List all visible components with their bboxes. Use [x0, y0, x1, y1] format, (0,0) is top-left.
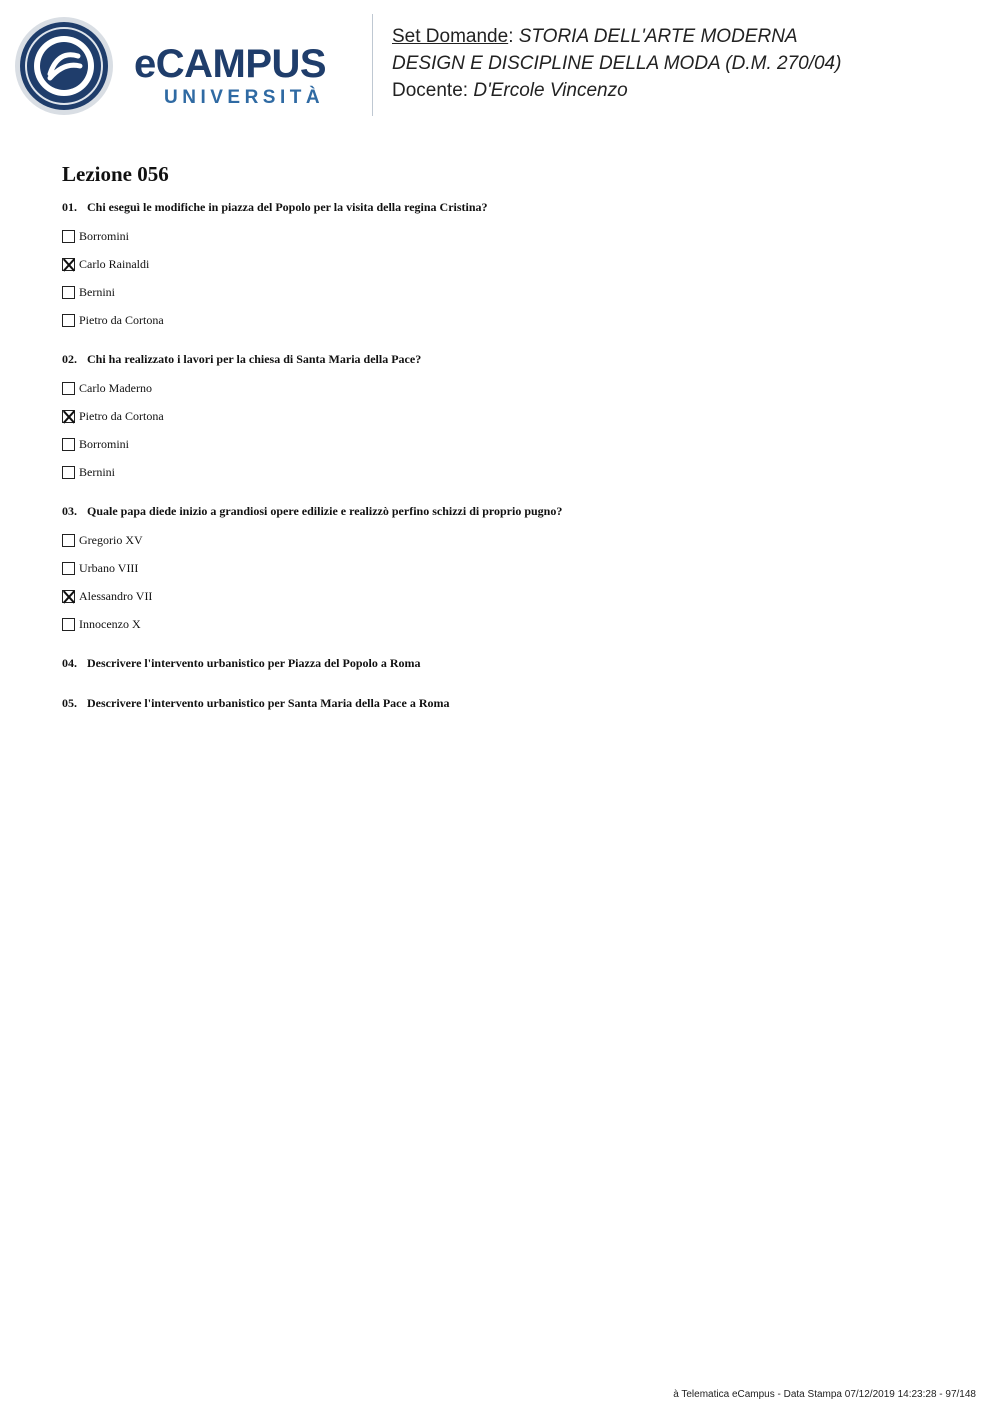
- teacher-name: D'Ercole Vincenzo: [473, 80, 628, 101]
- answer-label: Borromini: [79, 436, 129, 451]
- answer-option[interactable]: [62, 582, 962, 610]
- universita-wordmark: UNIVERSITÀ: [164, 87, 325, 108]
- question-text: [62, 502, 962, 520]
- lesson-title: Lezione 056: [62, 162, 169, 186]
- checkbox-icon[interactable]: [62, 562, 75, 575]
- answer-option[interactable]: [62, 222, 962, 250]
- question-block: [62, 198, 962, 334]
- answer-label: Innocenzo X: [79, 616, 141, 631]
- print-footer: à Telematica eCampus - Data Stampa 07/12/2019 14:23:28 - 97/148: [673, 1389, 976, 1400]
- header-info: [392, 23, 841, 104]
- set-line: Set Domande: STORIA DELL'ARTE MODERNA: [392, 26, 798, 47]
- question-label: Descrivere l'intervento urbanistico per Piazza del Popolo a Roma: [87, 656, 421, 670]
- checkbox-icon[interactable]: [62, 618, 75, 631]
- answer-label: Carlo Maderno: [79, 380, 152, 395]
- question-list: [62, 198, 962, 734]
- checkbox-icon[interactable]: [62, 382, 75, 395]
- teacher-label: Docente: [392, 80, 463, 101]
- question-number: 04.: [62, 656, 77, 670]
- checkbox-icon[interactable]: [62, 230, 75, 243]
- checkbox-icon[interactable]: [62, 534, 75, 547]
- question-label: Chi ha realizzato i lavori per la chiesa di Santa Maria della Pace?: [87, 352, 422, 366]
- answer-option[interactable]: [62, 458, 962, 486]
- question-number: 02.: [62, 352, 77, 366]
- answer-label: Bernini: [79, 464, 115, 479]
- checkbox-icon[interactable]: [62, 438, 75, 451]
- question-text: [62, 694, 962, 712]
- question-number: 05.: [62, 696, 77, 710]
- checked-checkbox-icon[interactable]: [62, 410, 75, 423]
- answer-option[interactable]: [62, 250, 962, 278]
- answer-label: Urbano VIII: [79, 560, 139, 575]
- answer-option[interactable]: [62, 374, 962, 402]
- answer-label: Borromini: [79, 228, 129, 243]
- question-block: [62, 694, 962, 712]
- question-block: [62, 502, 962, 638]
- answer-label: Pietro da Cortona: [79, 408, 164, 423]
- answer-option[interactable]: [62, 526, 962, 554]
- answer-option[interactable]: [62, 278, 962, 306]
- question-number: 01.: [62, 200, 77, 214]
- answer-option[interactable]: [62, 402, 962, 430]
- course-subtitle: DESIGN E DISCIPLINE DELLA MODA (D.M. 270/04): [392, 53, 842, 74]
- header-divider: [372, 14, 373, 116]
- question-label: Quale papa diede inizio a grandiosi opere edilizie e realizzò perfino schizzi di proprio pugno?: [87, 504, 563, 518]
- answer-option[interactable]: [62, 554, 962, 582]
- answer-option[interactable]: [62, 610, 962, 638]
- ecampus-wordmark: eCAMPUS: [134, 42, 327, 86]
- question-block: [62, 350, 962, 486]
- question-text: [62, 350, 962, 368]
- ecampus-seal-logo: [14, 16, 114, 116]
- checkbox-icon[interactable]: [62, 314, 75, 327]
- teacher-line: Docente: D'Ercole Vincenzo: [392, 80, 628, 101]
- question-text: [62, 654, 962, 672]
- checkbox-icon[interactable]: [62, 466, 75, 479]
- question-label: Chi eseguì le modifiche in piazza del Popolo per la visita della regina Cristina?: [87, 200, 488, 214]
- answer-option[interactable]: [62, 430, 962, 458]
- question-text: [62, 198, 962, 216]
- course-title: STORIA DELL'ARTE MODERNA: [518, 26, 798, 47]
- question-label: Descrivere l'intervento urbanistico per Santa Maria della Pace a Roma: [87, 696, 450, 710]
- answer-label: Gregorio XV: [79, 532, 143, 547]
- question-block: [62, 654, 962, 672]
- answer-option[interactable]: [62, 306, 962, 334]
- answer-label: Alessandro VII: [79, 588, 153, 603]
- checked-checkbox-icon[interactable]: [62, 590, 75, 603]
- checked-checkbox-icon[interactable]: [62, 258, 75, 271]
- answer-label: Bernini: [79, 284, 115, 299]
- set-label: Set Domande: [392, 26, 509, 47]
- question-number: 03.: [62, 504, 77, 518]
- answer-label: Pietro da Cortona: [79, 312, 164, 327]
- answer-label: Carlo Rainaldi: [79, 256, 150, 271]
- checkbox-icon[interactable]: [62, 286, 75, 299]
- course-subtitle-line: [392, 50, 841, 77]
